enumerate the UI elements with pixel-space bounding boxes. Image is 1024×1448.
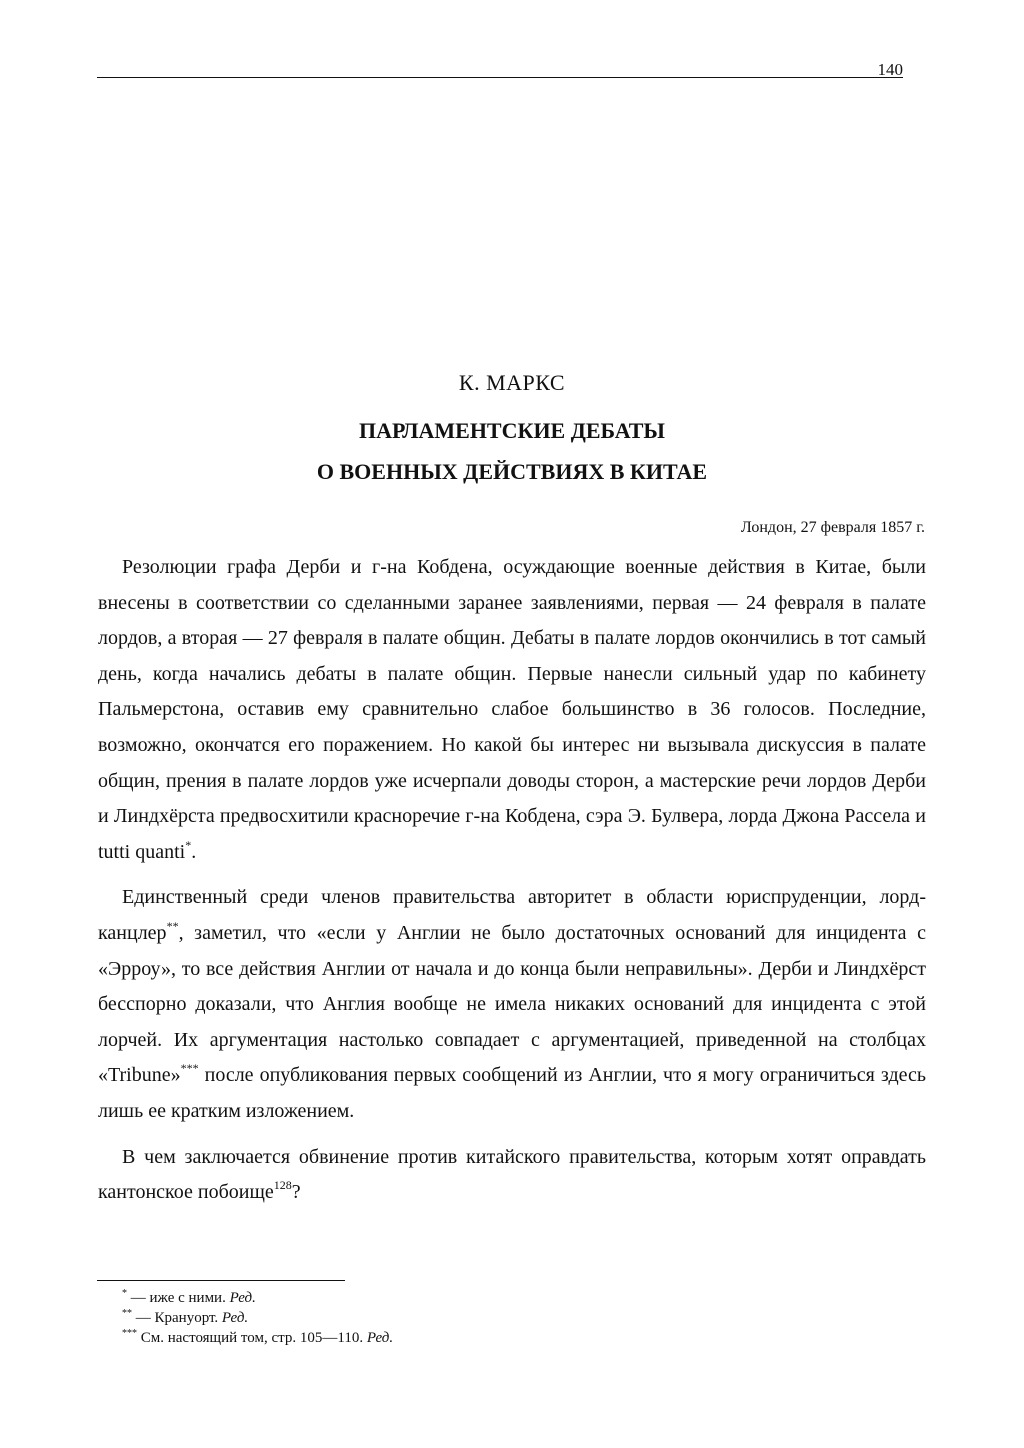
endnote-ref-128: 128 [273, 1178, 292, 1193]
footnotes [122, 1288, 822, 1348]
header-rule [97, 77, 903, 78]
paragraph-2-text-a: Единственный среди членов правительства авторитет в области юриспруденции, лорд-канцлер [98, 886, 926, 944]
page-number: 140 [877, 60, 903, 79]
footnote-2 [122, 1308, 822, 1328]
footnote-3-text: См. настоящий том, стр. 105—110. [137, 1330, 367, 1346]
footnote-1 [122, 1288, 822, 1308]
article-place-date: Лондон, 27 февраля 1857 г. [740, 519, 925, 536]
footnote-2-text: — Кранyорт. [132, 1310, 222, 1326]
footnote-3 [122, 1328, 822, 1348]
article-title-line-1: ПАРЛАМЕНТСКИЕ ДЕБАТЫ [358, 418, 666, 443]
footnote-1-text: — иже с ними. [127, 1290, 230, 1306]
footnote-ref-2: ** [166, 918, 179, 933]
paragraph-1-end: . [191, 840, 197, 863]
footnote-2-editor: Ред. [221, 1310, 249, 1326]
footnote-ref-1: * [185, 837, 192, 852]
article-title-line-2: О ВОЕННЫХ ДЕЙСТВИЯХ В КИТАЕ [316, 459, 708, 484]
paragraph-2-text-b: , заметил, что «если у Англии не было достаточных оснований для инцидента с «Эрроу», то все действия Англии от начала и до конца были неправильны». Дерби и Линдхёрст бесспорно доказали, что Англия вообще не имела никаких оснований для инцидента с этой лорчей. Их аргументация настолько совпадает с аргументацией, приведенной на столбцах «Tribune» [98, 921, 926, 1087]
article-body [98, 550, 926, 1221]
paragraph-2-text-c: после опубликования первых сообщений из Англии, что я могу ограничиться здесь лишь ее кратким изложением. [98, 1064, 926, 1122]
footnote-1-mark: * [122, 1288, 127, 1299]
paragraph-2 [98, 880, 926, 1129]
paragraph-1 [98, 550, 926, 870]
paragraph-3 [98, 1140, 926, 1211]
article-author: К. МАРКС [458, 370, 566, 395]
footnote-2-mark: ** [122, 1308, 132, 1319]
paragraph-3-end: ? [291, 1181, 301, 1204]
footnote-3-mark: *** [122, 1328, 137, 1339]
footnote-rule [97, 1280, 345, 1281]
paragraph-1-text: Резолюции графа Дерби и г-на Кобдена, осуждающие военные действия в Китае, были внесены в соответствии со сделанными заранее заявлениями, первая — 24 февраля в палате лордов, а вторая — 27 февраля в палате общин. Дебаты в палате лордов окончились в тот самый день, когда начались дебаты в палате общин. Первые нанесли сильный удар по кабинету Пальмерстона, оставив ему сравнительно слабое большинство в 36 голосов. Последние, возможно, окончатся его поражением. Но какой бы интерес ни вызывала дискуссия в палате общин, прения в палате лордов уже исчерпали доводы сторон, а мастерские речи лордов Дерби и Линдхёрста предвосхитили красноречие г-на Кобдена, сэра Э. Булвера, лорда Джона Рассела и tutti quanti [98, 556, 926, 863]
article-title [0, 410, 1024, 492]
footnote-1-editor: Ред. [229, 1290, 256, 1306]
footnote-3-editor: Ред. [366, 1330, 394, 1346]
footnote-ref-3: *** [180, 1061, 199, 1076]
paragraph-3-text: В чем заключается обвинение против китайского правительства, которым хотят оправдать кантонское побоище [98, 1145, 926, 1204]
